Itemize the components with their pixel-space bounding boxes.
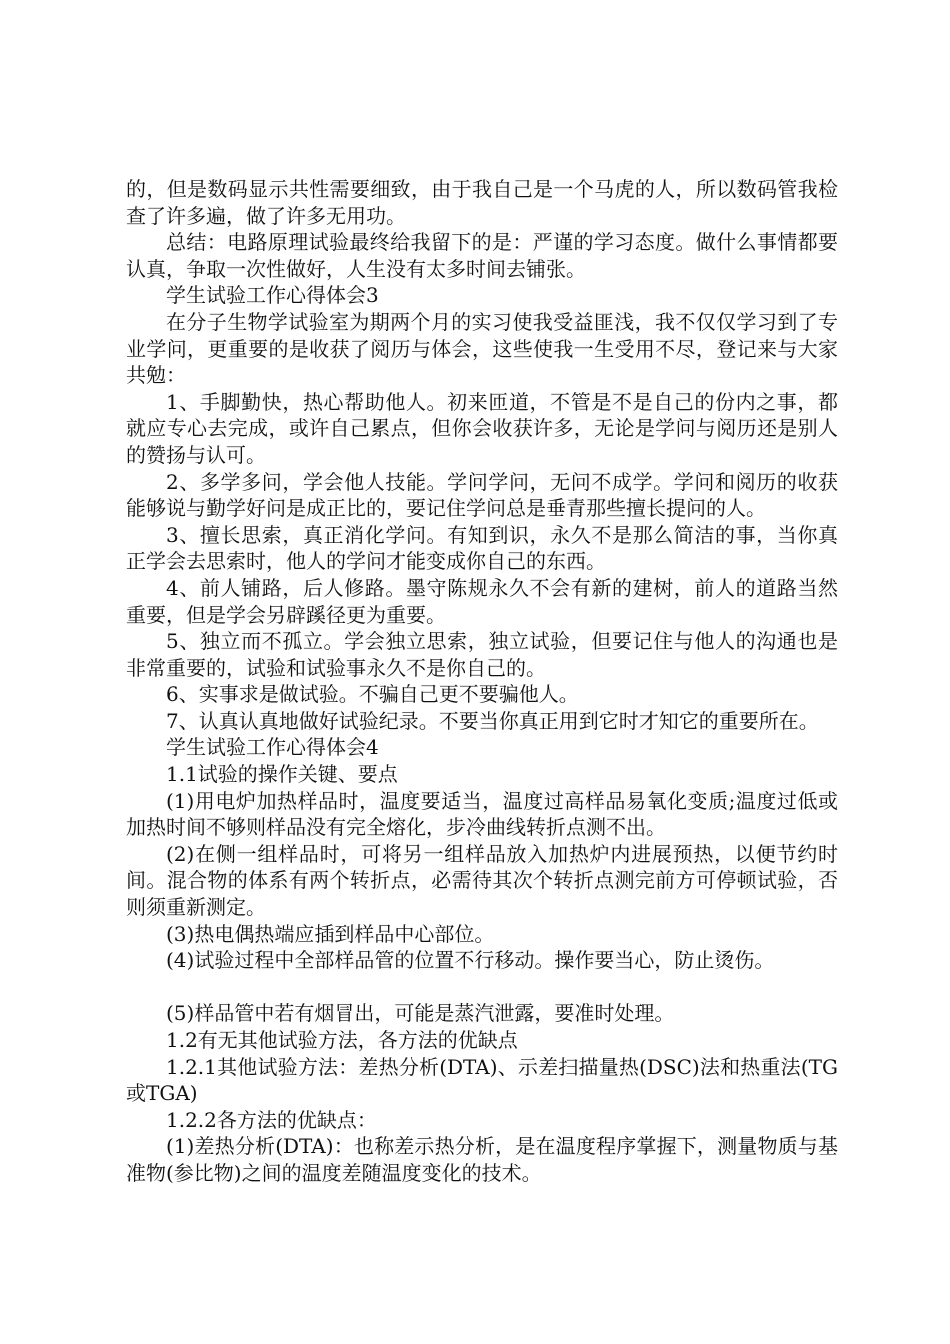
blank-line — [126, 974, 838, 1001]
section-heading-4: 学生试验工作心得体会4 — [166, 735, 379, 760]
list-item-2: 2、多学多问，学会他人技能。学问学问，无问不成学。学问和阅历的收获能够说与勤学好问是成正比的，要记住学问总是垂青那些擅长提问的人。 — [126, 469, 838, 521]
list-item-3: 3、擅长思索，真正消化学问。有知到识，永久不是那么简洁的事，当你真正学会去思索时，他人的学问才能变成你自己的东西。 — [126, 522, 838, 574]
paragraph-intro-3: 在分子生物学试验室为期两个月的实习使我受益匪浅，我不仅仅学习到了专业学问，更重要的是收获了阅历与体会，这些使我一生受用不尽，登记来与大家共勉： — [126, 309, 838, 388]
paragraph-continuation: 的，但是数码显示共性需要细致，由于我自己是一个马虎的人，所以数码管我检查了许多遍，做了许多无用功。 — [126, 177, 838, 228]
subsection-heading-1-2-1: 1.2.1其他试验方法：差热分析(DTA)、示差扫描量热(DSC)法和热重法(TG或TGA) — [126, 1054, 838, 1106]
list-item-5: 5、独立而不孤立。学会独立思索，独立试验，但要记住与他人的沟通也是非常重要的，试验和试验事永久不是你自己的。 — [126, 629, 838, 680]
list-item-1: 1、手脚勤快，热心帮助他人。初来匝道，不管是不是自己的份内之事，都就应专心去完成，或许自己累点，但你会收获许多，无论是学问与阅历还是别人的赞扬与认可。 — [126, 389, 838, 467]
subsection-heading-1-2: 1.2有无其他试验方法，各方法的优缺点 — [166, 1028, 518, 1052]
point-item-3: (3)热电偶热端应插到样品中心部位。 — [166, 921, 495, 946]
point-item-dta: (1)差热分析(DTA)：也称差示热分析，是在温度程序掌握下，测量物质与基准物(参比物)之间的温度差随温度变化的技术。 — [126, 1134, 838, 1185]
list-item-4: 4、前人铺路，后人修路。墨守陈规永久不会有新的建树，前人的道路当然重要，但是学会另辟蹊径更为重要。 — [126, 575, 838, 627]
paragraph-summary: 总结：电路原理试验最终给我留下的是：严谨的学习态度。做什么事情都要认真，争取一次性做好，人生没有太多时间去铺张。 — [126, 230, 838, 281]
list-item-7: 7、认真认真地做好试验纪录。不要当你真正用到它时才知它的重要所在。 — [166, 708, 819, 733]
list-item-6: 6、实事求是做试验。不骗自己更不要骗他人。 — [166, 682, 579, 707]
point-item-4: (4)试验过程中全部样品管的位置不行移动。操作要当心，防止烫伤。 — [166, 948, 775, 973]
section-heading-3: 学生试验工作心得体会3 — [166, 283, 379, 308]
subsection-heading-1-2-2: 1.2.2各方法的优缺点： — [166, 1107, 377, 1132]
subsection-heading-1-1: 1.1试验的操作关键、要点 — [166, 762, 398, 787]
point-item-5: (5)样品管中若有烟冒出，可能是蒸汽泄露，要准时处理。 — [166, 1001, 675, 1026]
point-item-2: (2)在侧一组样品时，可将另一组样品放入加热炉内进展预热，以便节约时间。混合物的体系有两个转折点，必需待其次个转折点测完前方可停顿试验，否则须重新测定。 — [126, 841, 838, 920]
document-body — [126, 176, 838, 1187]
point-item-1: (1)用电炉加热样品时，温度要适当，温度过高样品易氧化变质;温度过低或加热时间不够则样品没有完全熔化，步冷曲线转折点测不出。 — [126, 788, 838, 840]
